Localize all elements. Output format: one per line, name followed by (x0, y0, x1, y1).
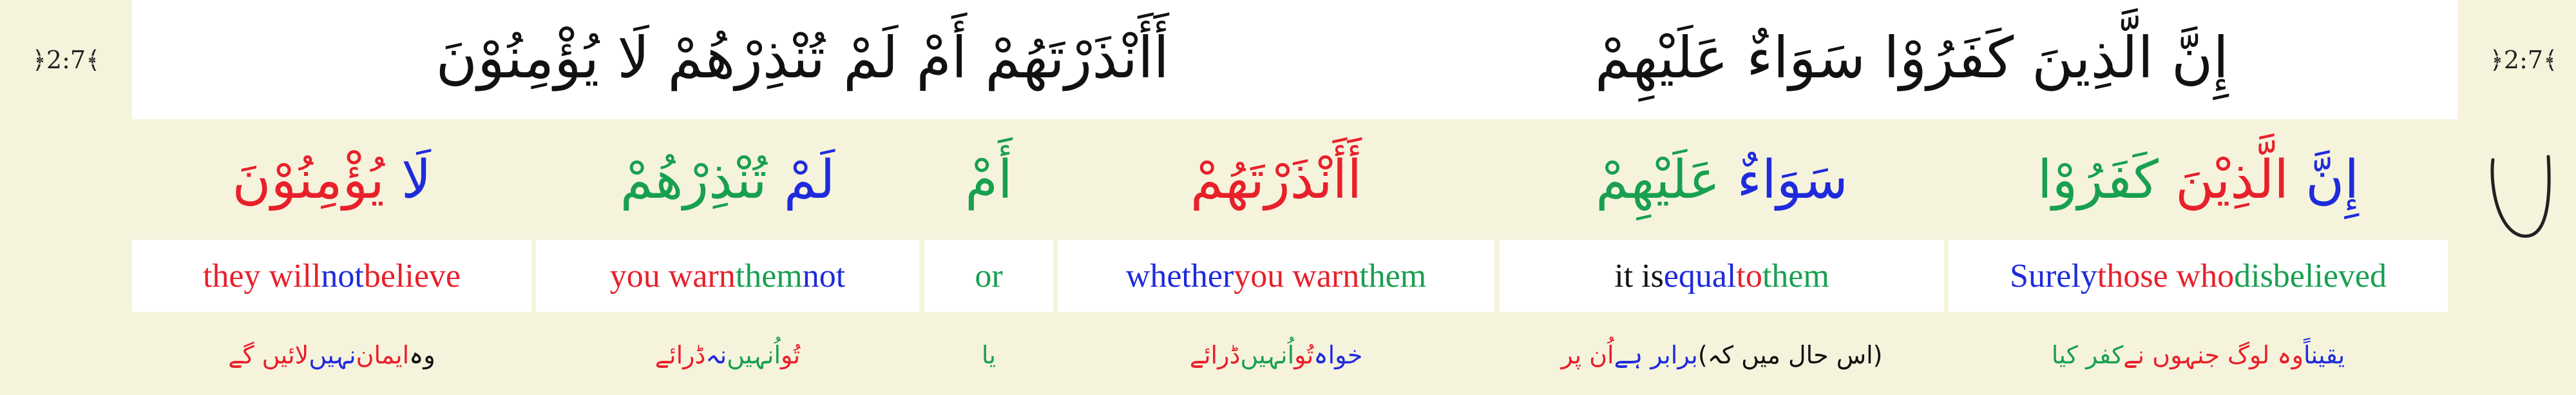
word-urdu-translation (132, 327, 531, 382)
hand-drawn-u-icon (2486, 147, 2557, 244)
word-urdu-segment: کفر کیا (2051, 340, 2124, 369)
word-urdu-segment: (اس حال میں کہ) (1697, 340, 1883, 369)
word-arabic (924, 132, 1053, 229)
word-arabic (132, 132, 531, 229)
word-english-segment: believe (363, 257, 461, 294)
word-english-segment: to (1736, 257, 1762, 294)
word-arabic (1949, 132, 2448, 229)
word-arabic-segment: لَا (401, 149, 432, 211)
word-urdu-translation (1058, 327, 1494, 382)
word-english-translation (924, 240, 1053, 312)
word-urdu-segment: اُنہیں (727, 340, 781, 369)
word-english-segment: you warn (609, 257, 736, 294)
word-urdu-segment: نہ (705, 340, 727, 369)
word-urdu-segment: نہیں (309, 340, 356, 369)
word-urdu-translation (536, 327, 919, 382)
word-english-segment: they will (202, 257, 321, 294)
word-arabic-segment: أَأَنْذَرْتَهُمْ (1190, 149, 1362, 211)
word-urdu-segment: خواہ (1313, 340, 1363, 369)
word-urdu-segment: اُنہیں (1240, 340, 1295, 369)
word-urdu-segment: وہ لوگ جنہوں نے (2123, 340, 2304, 369)
word-urdu-segment: تُو (1294, 340, 1314, 369)
word-urdu-segment: ڈرائے (654, 340, 706, 369)
word-english-segment: not (321, 257, 364, 294)
word-urdu-segment: تُو (781, 340, 801, 369)
verse-reference-left: ﴿2:7﴾ (32, 45, 100, 74)
verse-arabic-part-2: أَأَنْذَرْتَهُمْ أَمْ لَمْ تُنْذِرْهُمْ لَا يُؤْمِنُوْنَ (435, 24, 1169, 91)
word-english-segment: equal (1663, 257, 1737, 294)
word-urdu-segment: یا (981, 340, 997, 369)
word-urdu-segment: برابر ہے (1614, 340, 1698, 369)
word-english-segment: disbelieved (2234, 257, 2387, 294)
word-arabic-segment: سَوَاءٌ (1737, 149, 1848, 211)
word-english-segment: them (735, 257, 803, 294)
word-english-segment: or (975, 257, 1003, 294)
verse-arabic-part-1: إِنَّ الَّذِينَ كَفَرُوْا سَوَاءٌ عَلَيْهِمْ (1594, 24, 2229, 91)
word-urdu-segment: وہ (409, 340, 435, 369)
word-english-segment: you warn (1234, 257, 1360, 294)
word-arabic (1500, 132, 1944, 229)
word-urdu-translation (924, 327, 1053, 382)
word-arabic-segment: كَفَرُوْا (2037, 149, 2176, 211)
word-arabic-segment: عَلَيْهِمْ (1596, 149, 1737, 211)
word-arabic-segment: الَّذِيْنَ (2175, 149, 2306, 211)
word-english-segment: whether (1125, 257, 1234, 294)
word-urdu-segment: لائیں گے (228, 340, 309, 369)
word-arabic-segment: تُنْذِرْهُمْ (620, 149, 784, 211)
word-english-segment: them (1359, 257, 1427, 294)
word-english-segment: those who (2097, 257, 2235, 294)
word-urdu-segment: ایمان (356, 340, 410, 369)
word-urdu-segment: یقیناً (2303, 340, 2345, 369)
word-english-translation (1058, 240, 1494, 312)
word-english-translation (1949, 240, 2448, 312)
word-english-segment: it is (1614, 257, 1664, 294)
word-arabic-segment: أَمْ (965, 149, 1013, 211)
word-arabic (536, 132, 919, 229)
word-urdu-segment: ڈرائے (1189, 340, 1241, 369)
word-urdu-segment: اُن پر (1561, 340, 1614, 369)
word-english-segment: them (1762, 257, 1829, 294)
word-english-segment: not (802, 257, 846, 294)
word-english-translation (132, 240, 531, 312)
word-english-segment: Surely (2010, 257, 2097, 294)
word-urdu-translation (1949, 327, 2448, 382)
word-arabic (1058, 132, 1494, 229)
word-english-translation (1500, 240, 1944, 312)
word-arabic-segment: لَمْ (783, 149, 835, 211)
word-arabic-segment: يُؤْمِنُوْنَ (232, 149, 401, 211)
verse-panel (132, 0, 2457, 119)
verse-reference-right: ﴿2:7﴾ (2489, 45, 2558, 74)
word-english-translation (536, 240, 919, 312)
word-urdu-translation (1500, 327, 1944, 382)
word-arabic-segment: إِنَّ (2305, 149, 2360, 211)
